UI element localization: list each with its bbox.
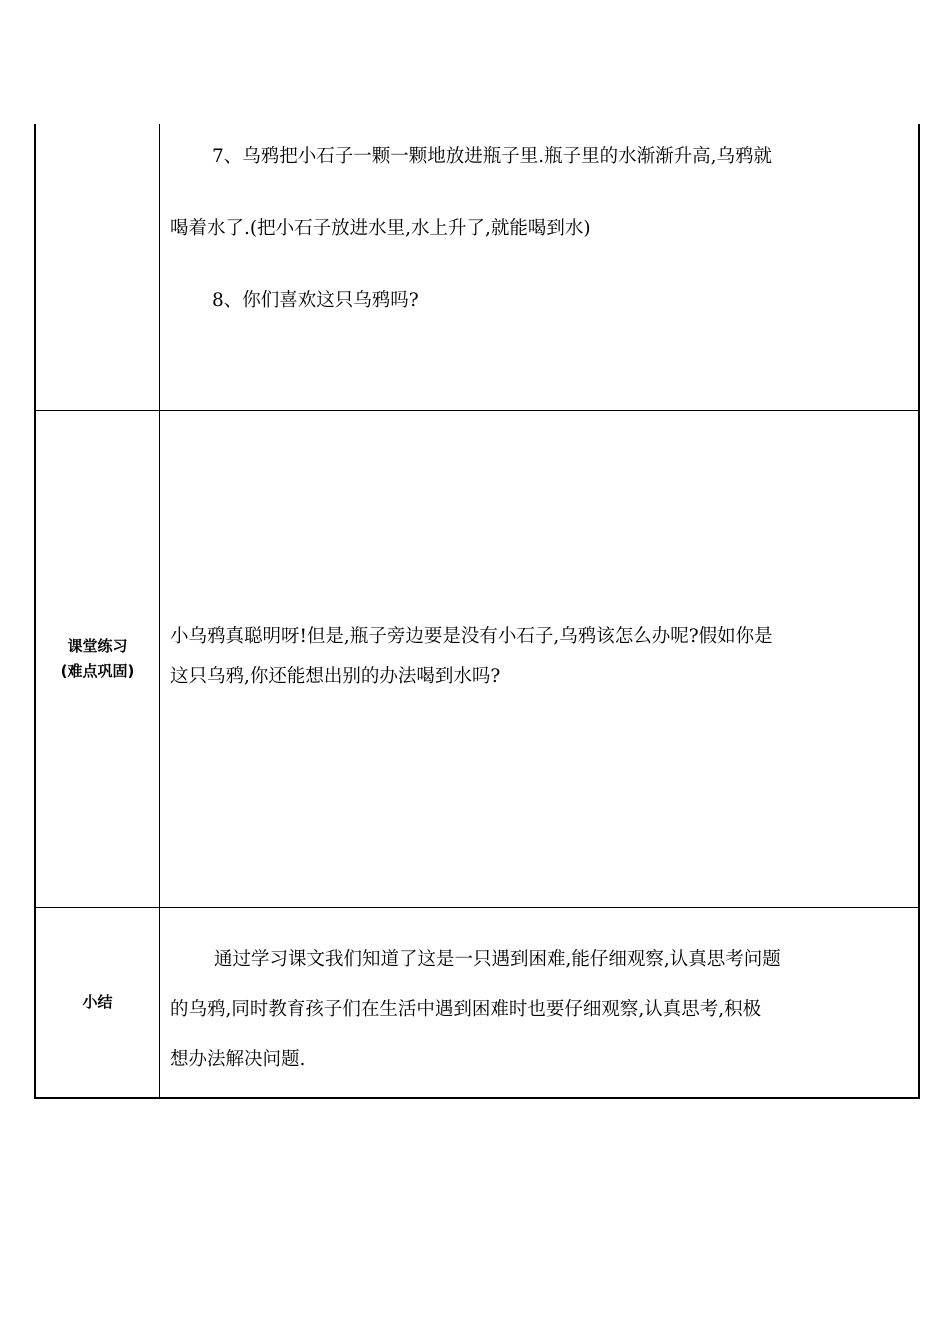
- summary-label-cell: [35, 908, 160, 1099]
- classroom-practice-row: [35, 411, 919, 908]
- summary-line-1: 通过学习课文我们知道了这是一只遇到困难,能仔细观察,认真思考问题: [214, 949, 781, 970]
- practice-label-cell: [35, 411, 160, 908]
- practice-line-2: 这只乌鸦,你还能想出别的办法喝到水吗?: [170, 666, 501, 687]
- step-7-line-2: 喝着水了.(把小石子放进水里,水上升了,就能喝到水): [170, 218, 591, 239]
- teaching-steps-row: [35, 124, 919, 411]
- summary-line-2: 的乌鸦,同时教育孩子们在生活中遇到困难时也要仔细观察,认真思考,积极: [170, 999, 762, 1020]
- summary-label: 小结: [82, 993, 113, 1011]
- summary-content-cell: [160, 908, 920, 1099]
- step-7-line-1: 7、乌鸦把小石子一颗一颗地放进瓶子里.瓶子里的水渐渐升高,乌鸦就: [212, 146, 773, 167]
- lesson-plan-table: [34, 124, 920, 1099]
- practice-label-title: 课堂练习: [67, 637, 128, 655]
- practice-line-1: 小乌鸦真聪明呀!但是,瓶子旁边要是没有小石子,乌鸦该怎么办呢?假如你是: [170, 626, 773, 647]
- summary-row: [35, 908, 919, 1099]
- practice-content-cell: [160, 411, 920, 908]
- steps-label-cell: [35, 124, 160, 411]
- step-8-question: 8、你们喜欢这只乌鸦吗?: [212, 290, 419, 311]
- practice-label-subtitle: (难点巩固): [60, 662, 135, 680]
- summary-line-3: 想办法解决问题.: [170, 1049, 306, 1070]
- steps-content-cell: [160, 124, 920, 411]
